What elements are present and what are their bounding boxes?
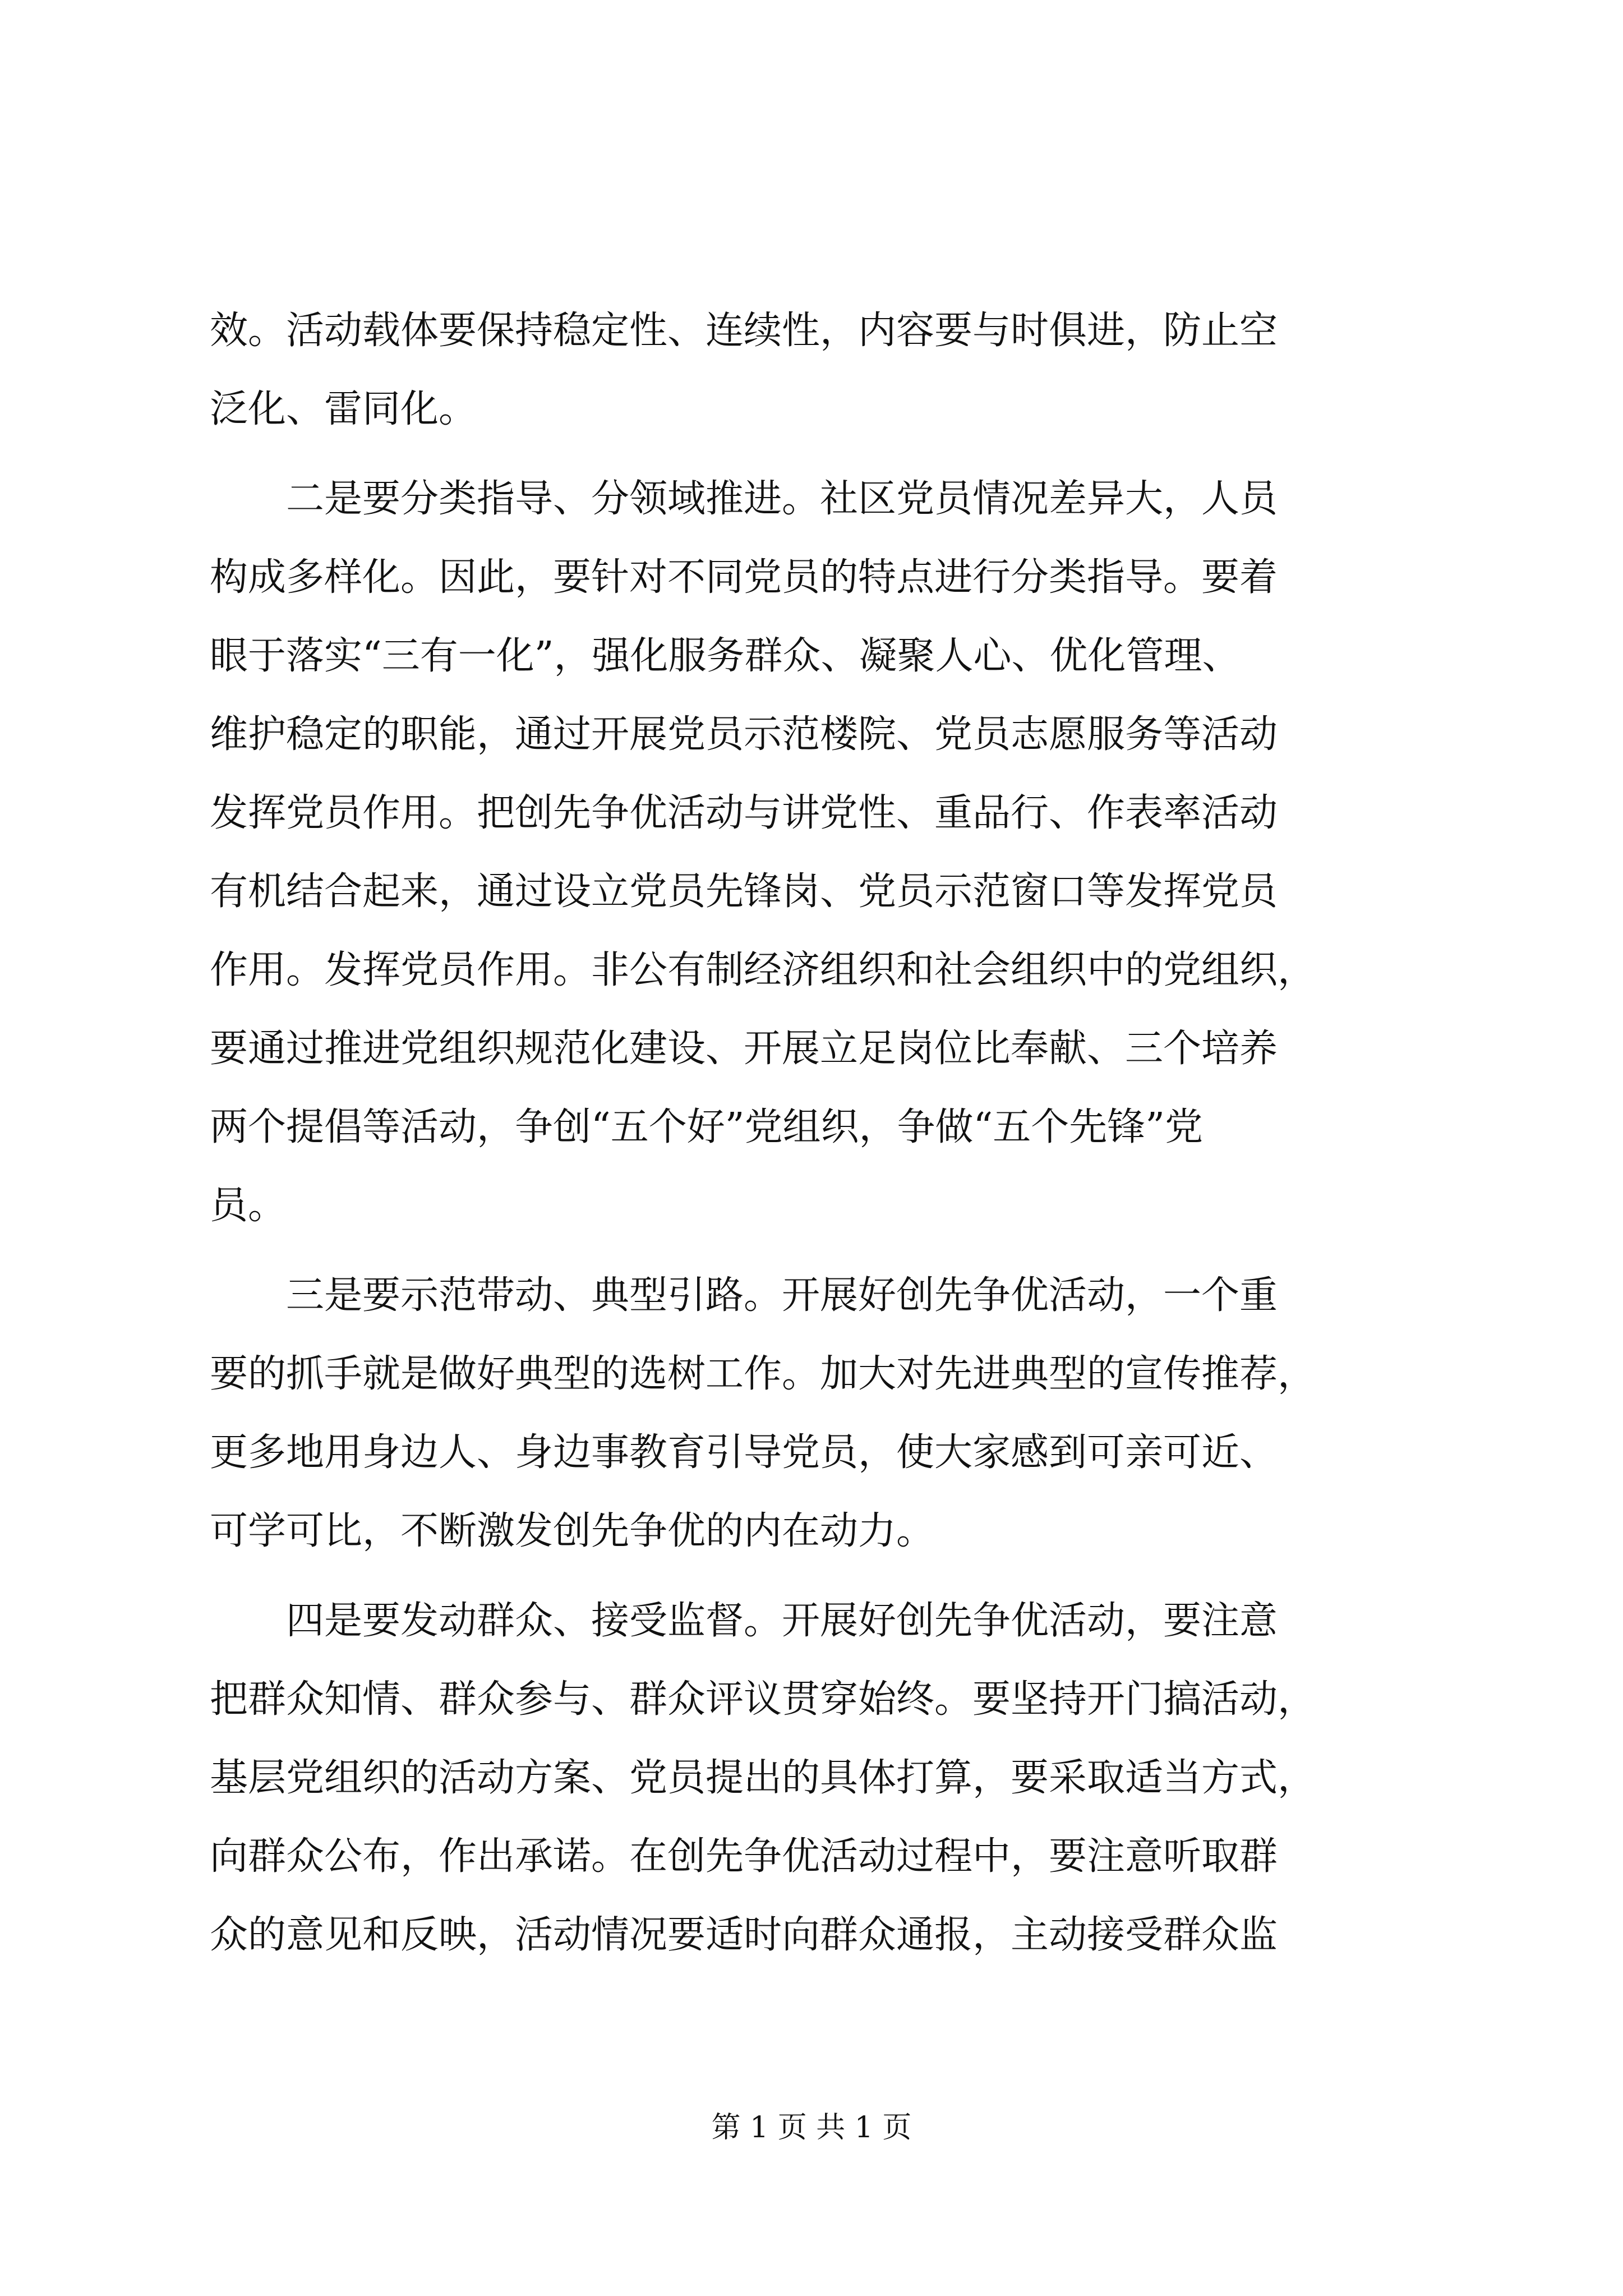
text-line: 可学可比，不断激发创先争优的内在动力。: [210, 1509, 935, 1553]
paragraph-2: [210, 460, 1415, 1245]
paragraph-4: [210, 1582, 1415, 1975]
text-line: 泛化、雷同化。: [210, 387, 477, 431]
text-line: 四是要发动群众、接受监督。开展好创先争优活动，要注意: [210, 1599, 1278, 1643]
text-line: 维护稳定的职能，通过开展党员示范楼院、党员志愿服务等活动: [210, 712, 1278, 757]
text-line: 二是要分类指导、分领域推进。社区党员情况差异大，人员: [210, 477, 1278, 521]
text-line: 作用。发挥党员作用。非公有制经济组织和社会组织中的党组织，: [210, 948, 1316, 992]
text-line: 要的抓手就是做好典型的选树工作。加大对先进典型的宣传推荐，: [210, 1352, 1316, 1396]
paragraph-3: [210, 1257, 1415, 1571]
text-line: 更多地用身边人、身边事教育引导党员，使大家感到可亲可近、: [210, 1430, 1278, 1475]
text-line: 眼于落实“三有一化”，强化服务群众、凝聚人心、优化管理、: [210, 634, 1241, 678]
text-line: 三是要示范带动、典型引路。开展好创先争优活动，一个重: [210, 1273, 1278, 1318]
text-line: 向群众公布，作出承诺。在创先争优活动过程中，要注意听取群: [210, 1834, 1278, 1879]
text-line: 有机结合起来，通过设立党员先锋岗、党员示范窗口等发挥党员: [210, 869, 1278, 914]
text-line: 要通过推进党组织规范化建设、开展立足岗位比奉献、三个培养: [210, 1027, 1278, 1071]
text-line: 构成多样化。因此，要针对不同党员的特点进行分类指导。要着: [210, 555, 1278, 600]
text-line: 发挥党员作用。把创先争优活动与讲党性、重品行、作表率活动: [210, 791, 1278, 835]
document-body: [210, 292, 1415, 1975]
page-footer: 第 1 页 共 1 页: [711, 2111, 912, 2145]
text-line: 把群众知情、群众参与、群众评议贯穿始终。要坚持开门搞活动，: [210, 1677, 1316, 1722]
text-line: 员。: [210, 1184, 287, 1228]
paragraph-1: [210, 292, 1415, 449]
text-line: 基层党组织的活动方案、党员提出的具体打算，要采取适当方式，: [210, 1756, 1316, 1800]
text-line: 众的意见和反映，活动情况要适时向群众通报，主动接受群众监: [210, 1913, 1278, 1957]
text-line: 两个提倡等活动，争创“五个好”党组织，争做“五个先锋”党: [210, 1105, 1204, 1149]
text-line: 效。活动载体要保持稳定性、连续性，内容要与时俱进，防止空: [210, 309, 1278, 353]
